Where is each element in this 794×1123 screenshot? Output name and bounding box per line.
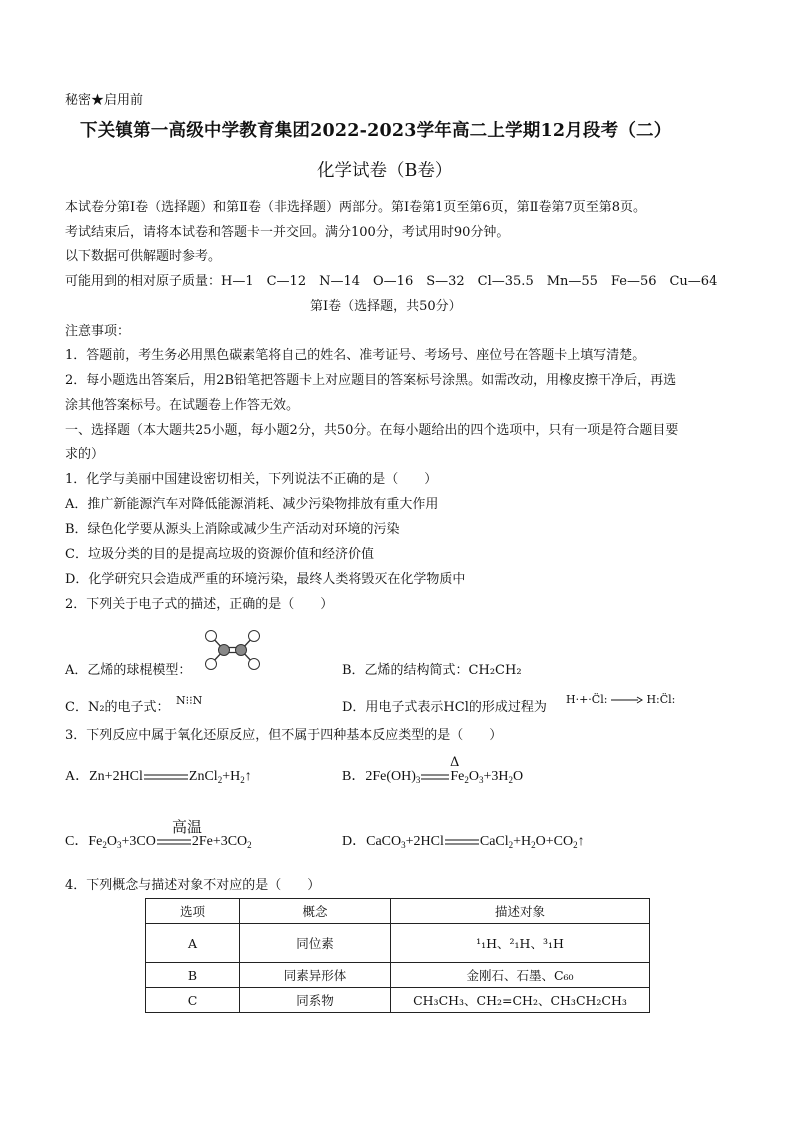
row-concept: 同位素 — [240, 924, 391, 963]
equation-equals-sign — [156, 838, 192, 846]
hcl-formation-process — [566, 692, 675, 708]
q3-option-c: C．$Fe_2O_3+3CO$ $2Fe+3CO_2$ — [65, 834, 252, 850]
intro-line-2: 考试结束后，请将本试卷和答题卡一并交回。满分100分，考试用时90分钟。 — [65, 225, 510, 240]
q3-option-a-label: A． — [65, 769, 90, 784]
exam-title: 下关镇第一高级中学教育集团2022-2023学年高二上学期12月段考（二） — [80, 121, 672, 141]
arrow-right-icon — [611, 696, 643, 704]
table-header-row — [146, 899, 650, 924]
q2-option-c: C．N₂的电子式： — [65, 700, 170, 715]
atomic-mass-line: 可能用到的相对原子质量：H—1 C—12 N—14 O—16 S—32 Cl—35.5 Mn—55 Fe—56 Cu—64 — [65, 274, 718, 289]
section1-heading-cont: 求的） — [65, 447, 105, 462]
q2-option-d: D．用电子式表示HCl的形成过程为 — [342, 700, 547, 715]
row-option: B — [146, 963, 240, 988]
row-concept: 同系物 — [240, 988, 391, 1013]
intro-line-3: 以下数据可供解题时参考。 — [65, 249, 222, 264]
part1-title: 第Ⅰ卷（选择题，共50分） — [310, 299, 462, 314]
note-item-2: 2．每小题选出答案后，用2B铅笔把答题卡上对应题目的答案标号涂黑。如需改动，用橡皮擦干净后，再选 — [65, 373, 677, 388]
secret-mark: 秘密★启用前 — [65, 93, 144, 108]
equation-equals-sign — [420, 773, 450, 781]
row-objects: CH₃CH₃、CH₂=CH₂、CH₃CH₂CH₃ — [391, 988, 650, 1013]
table-header-concept: 概念 — [240, 899, 391, 924]
row-concept: 同素异形体 — [240, 963, 391, 988]
q2-stem: 2．下列关于电子式的描述，正确的是（ ） — [65, 597, 334, 612]
q1-option-d: D．化学研究只会造成严重的环境污染，最终人类将毁灭在化学物质中 — [65, 572, 466, 587]
row-option: A — [146, 924, 240, 963]
exam-subtitle: 化学试卷（B卷） — [317, 161, 453, 181]
row-option: C — [146, 988, 240, 1013]
q2-option-b: B．乙烯的结构简式：CH₂CH₂ — [342, 663, 522, 678]
notes-heading: 注意事项： — [65, 324, 131, 339]
hcl-reactants: H·+·C̈l: — [566, 693, 608, 706]
q3-option-b: B．$2Fe(OH)_3$ $Fe_2O_3+3H_2O$ — [342, 769, 524, 785]
row-objects: ¹₁H、²₁H、³₁H — [391, 924, 650, 963]
q3-stem: 3．下列反应中属于氧化还原反应，但不属于四种基本反应类型的是（ ） — [65, 728, 503, 743]
q3-c-condition: 高温 — [172, 818, 203, 836]
intro-line-1: 本试卷分第Ⅰ卷（选择题）和第Ⅱ卷（非选择题）两部分。第Ⅰ卷第1页至第6页，第Ⅱ卷第7页至第8页。 — [65, 200, 647, 215]
concept-table — [145, 898, 650, 1013]
row-objects: 金刚石、石墨、C₆₀ — [391, 963, 650, 988]
q1-option-a: A．推广新能源汽车对降低能源消耗、减少污染物排放有重大作用 — [65, 497, 439, 512]
ethylene-ball-stick-model — [200, 628, 266, 672]
table-row — [146, 924, 650, 963]
q2-option-a: A．乙烯的球棍模型： — [65, 663, 192, 678]
q3-option-b-label: B． — [342, 769, 366, 784]
q1-stem: 1．化学与美丽中国建设密切相关，下列说法不正确的是（ ） — [65, 472, 438, 487]
q3-option-d: D．CaCO$_3$+2HCl $CaCl_2+H_2O+CO_2↑$ — [342, 834, 585, 850]
q4-stem: 4．下列概念与描述对象不对应的是（ ） — [65, 878, 321, 893]
n2-electron-formula: N⁝⁝N — [176, 694, 203, 707]
equation-equals-sign — [143, 773, 189, 781]
q1-option-b: B．绿色化学要从源头上消除或减少生产活动对环境的污染 — [65, 522, 400, 537]
q1-option-c: C．垃圾分类的目的是提高垃圾的资源价值和经济价值 — [65, 547, 374, 562]
equation-equals-sign — [444, 838, 480, 846]
hcl-product: H:C̈l: — [646, 693, 676, 706]
q3-option-d-label: D． — [342, 834, 367, 849]
q3-b-condition: Δ — [450, 755, 460, 770]
table-row — [146, 988, 650, 1013]
table-header-option: 选项 — [146, 899, 240, 924]
table-row — [146, 963, 650, 988]
table-header-objects: 描述对象 — [391, 899, 650, 924]
note-item-1: 1．答题前，考生务必用黑色碳素笔将自己的姓名、准考证号、考场号、座位号在答题卡上填写清楚。 — [65, 348, 646, 363]
note-item-2-cont: 涂其他答案标号。在试题卷上作答无效。 — [65, 398, 300, 413]
q3-option-a: A．Zn+2HCl $ZnCl_2+H_2↑$ — [65, 769, 252, 785]
section1-heading: 一、选择题（本大题共25小题，每小题2分，共50分。在每小题给出的四个选项中，只有一项是符合题目要 — [65, 423, 679, 438]
q3-option-c-label: C． — [65, 834, 89, 849]
